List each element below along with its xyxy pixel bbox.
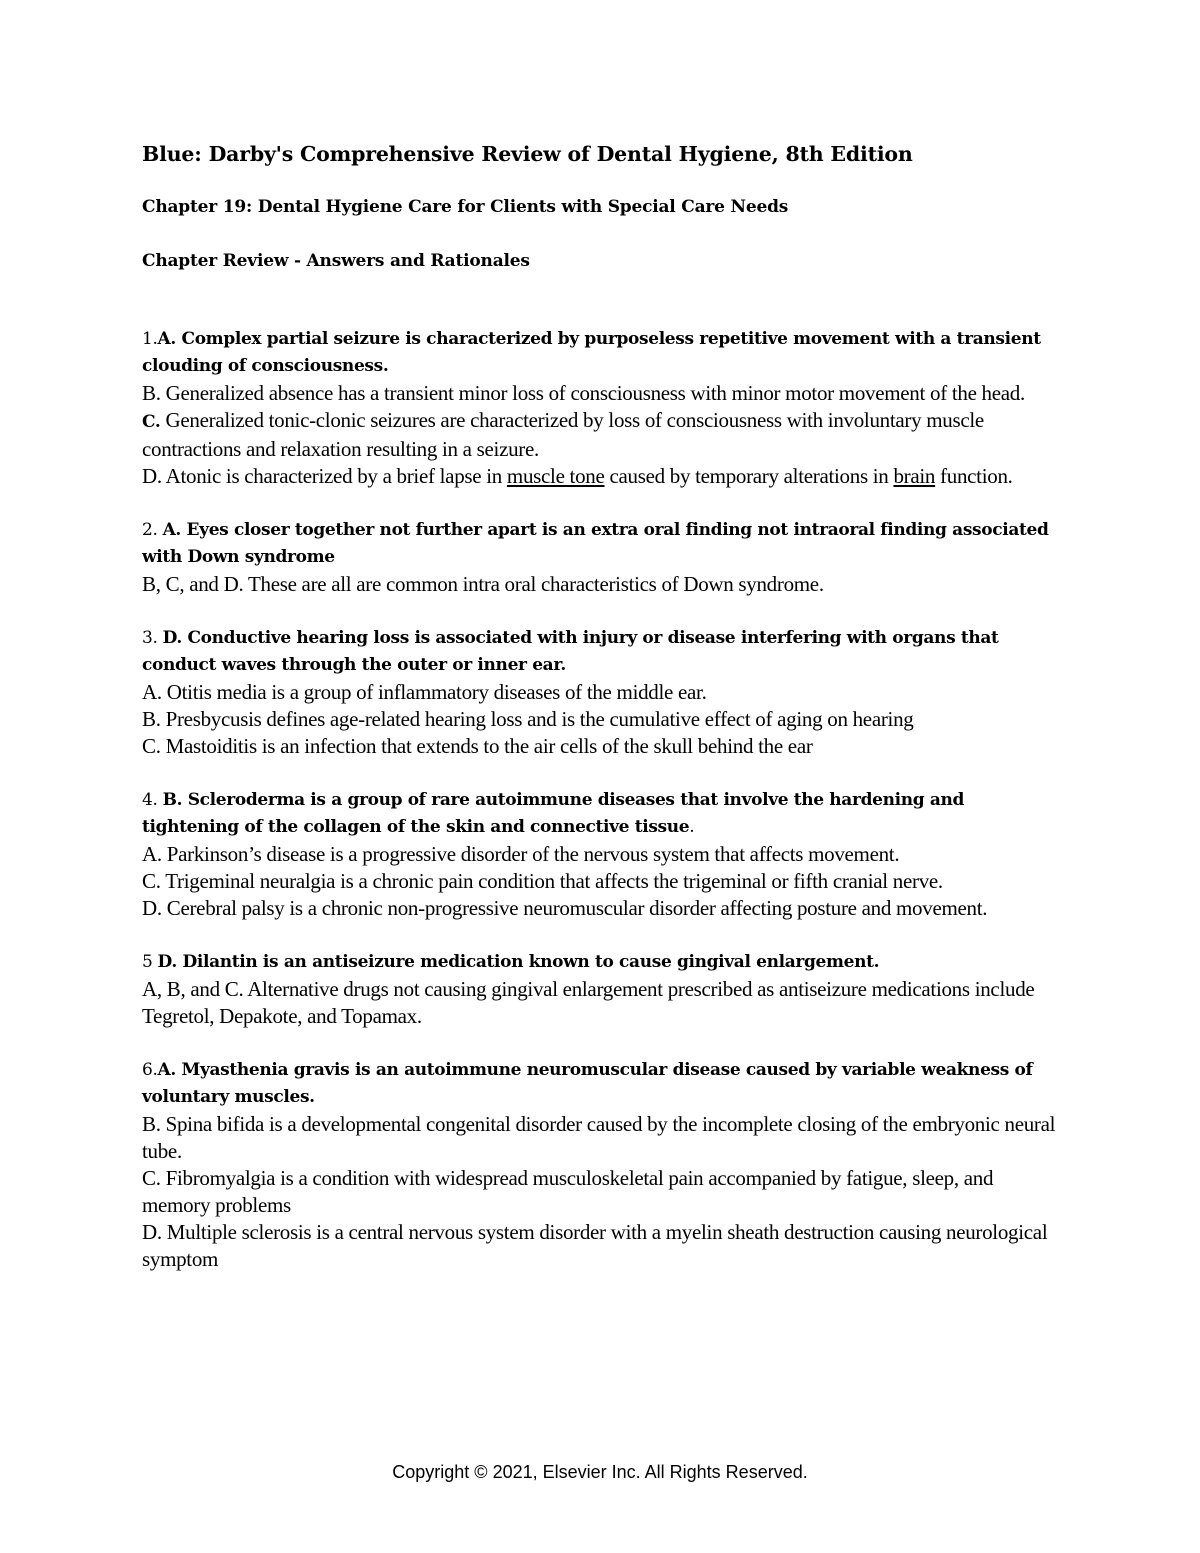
question-number: 3.	[142, 628, 163, 648]
brain-link[interactable]: brain	[893, 464, 936, 488]
correct-answer	[142, 1057, 1062, 1111]
question-4	[142, 787, 1062, 922]
question-1	[142, 326, 1062, 490]
correct-answer	[142, 326, 1062, 380]
rationale-option: D. Multiple sclerosis is a central nervous system disorder with a myelin sheath destruction causing neurological symptom	[142, 1220, 1048, 1271]
answer-text: A. Eyes closer together not further apart is an extra oral finding not intraoral finding associated with Down syndrome	[142, 520, 1049, 567]
question-number: 5	[142, 952, 158, 972]
question-number: 4.	[142, 790, 163, 810]
rationale-option: A. Parkinson’s disease is a progressive disorder of the nervous system that affects movement.	[142, 842, 900, 866]
option-text: D. Atonic is characterized by a brief lapse in	[142, 464, 507, 488]
document-title: Blue: Darby's Comprehensive Review of Dental Hygiene, 8th Edition	[142, 142, 913, 166]
question-number: 6.	[142, 1060, 158, 1080]
correct-answer	[142, 517, 1062, 571]
rationale-option: A. Otitis media is a group of inflammatory diseases of the middle ear.	[142, 680, 707, 704]
question-number: 2.	[142, 520, 163, 540]
option-text: Generalized tonic-clonic seizures are characterized by loss of consciousness with involuntary muscle contractions and relaxation resulting in a seizure	[142, 408, 984, 461]
question-3	[142, 625, 1062, 760]
rationale-option: A, B, and C. Alternative drugs not causing gingival enlargement prescribed as antiseizure medications include Tegretol, Depakote, and Topamax.	[142, 977, 1035, 1028]
option-text: caused by temporary alterations in	[604, 464, 894, 488]
option-letter: C.	[142, 412, 161, 432]
rationale-option: B. Presbycusis defines age-related hearing loss and is the cumulative effect of aging on hearing	[142, 707, 914, 731]
answer-text: A. Myasthenia gravis is an autoimmune neuromuscular disease caused by variable weakness of voluntary muscles.	[142, 1060, 1033, 1107]
rationale-option	[142, 407, 1062, 463]
rationale-option: C. Mastoiditis is an infection that extends to the air cells of the skull behind the ear	[142, 734, 813, 758]
correct-answer	[142, 949, 1062, 976]
question-2	[142, 517, 1062, 598]
rationale-option: B. Spina bifida is a developmental congenital disorder caused by the incomplete closing of the embryonic neural tube.	[142, 1112, 1056, 1163]
answer-text-end: .	[689, 817, 695, 837]
correct-answer	[142, 625, 1062, 679]
copyright-footer: Copyright © 2021, Elsevier Inc. All Rights Reserved.	[392, 1462, 808, 1482]
rationale-option: B, C, and D. These are all are common intra oral characteristics of Down syndrome.	[142, 572, 824, 596]
rationale-option	[142, 463, 1062, 490]
chapter-heading: Chapter 19: Dental Hygiene Care for Clients with Special Care Needs	[142, 197, 789, 217]
answer-text: D. Dilantin is an antiseizure medication known to cause gingival enlargement.	[157, 952, 880, 972]
muscle-tone-link[interactable]: muscle tone	[506, 464, 605, 488]
correct-answer	[142, 787, 1062, 841]
answer-text: B. Scleroderma is a group of rare autoimmune diseases that involve the hardening and tightening of the collagen of the skin and connective tissue	[142, 790, 965, 837]
rationale-option: D. Cerebral palsy is a chronic non-progressive neuromuscular disorder affecting posture and movement.	[142, 896, 988, 920]
option-text: function.	[935, 464, 1013, 488]
question-number: 1.	[142, 329, 158, 349]
question-6	[142, 1057, 1062, 1273]
answer-text: D. Conductive hearing loss is associated with injury or disease interfering with organs that conduct waves through the outer or inner ear.	[142, 628, 999, 675]
rationale-option: C. Fibromyalgia is a condition with widespread musculoskeletal pain accompanied by fatigue, sleep, and memory problems	[142, 1166, 994, 1217]
rationale-option: C. Trigeminal neuralgia is a chronic pain condition that affects the trigeminal or fifth cranial nerve.	[142, 869, 943, 893]
document-page	[142, 140, 1062, 1300]
question-5	[142, 949, 1062, 1030]
option-text-end: .	[534, 437, 539, 461]
rationale-option: B. Generalized absence has a transient minor loss of consciousness with minor motor movement of the head.	[142, 381, 1025, 405]
answer-text: A. Complex partial seizure is characterized by purposeless repetitive movement with a transient clouding of consciousness.	[142, 329, 1041, 376]
section-heading: Chapter Review - Answers and Rationales	[142, 251, 530, 271]
